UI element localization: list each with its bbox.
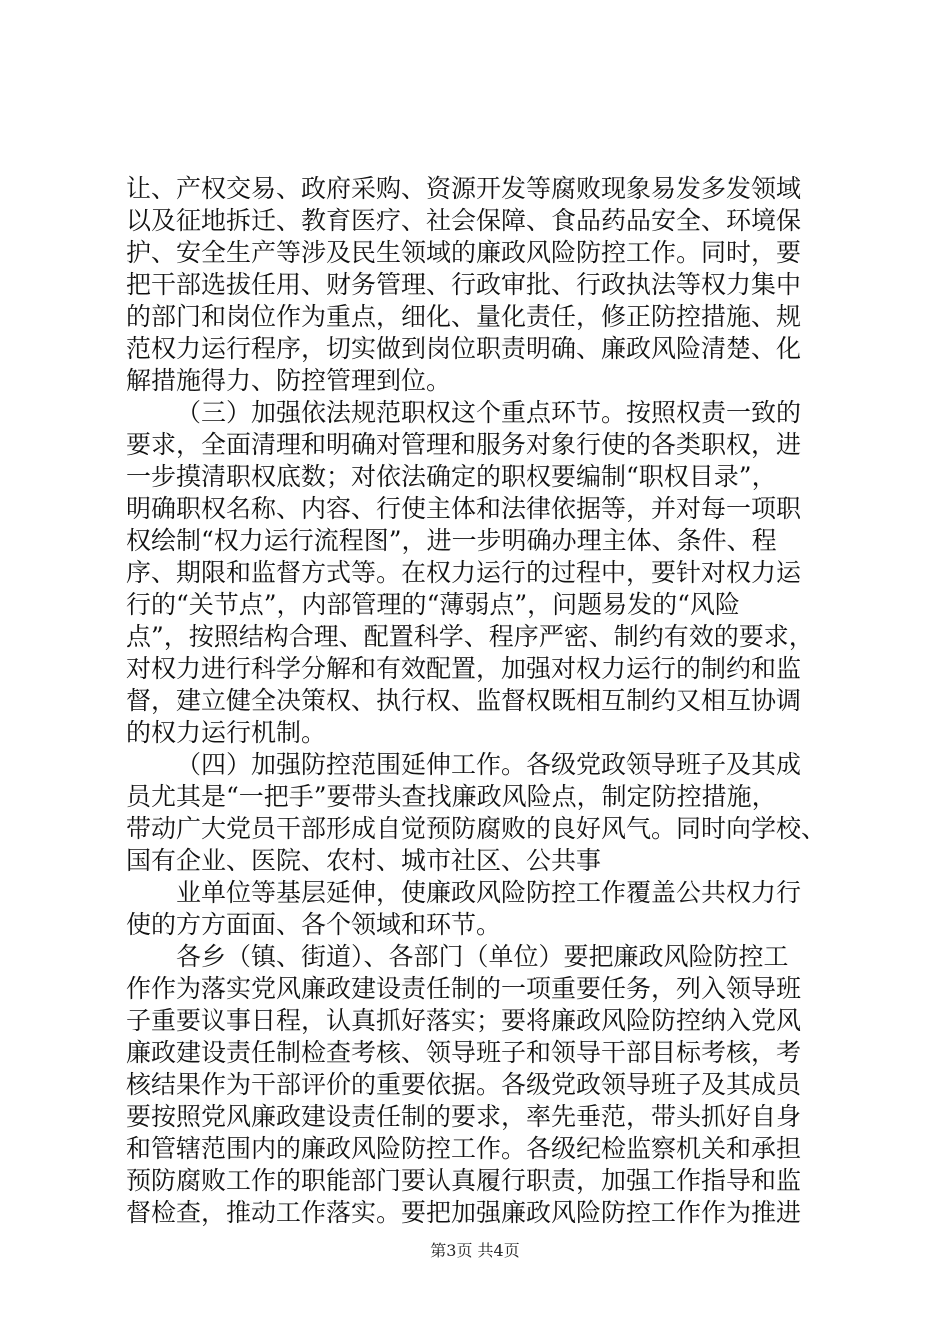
text-line: 的权力运行机制。 — [126, 718, 327, 747]
text-line: 权绘制“权力运行流程图”，进一步明确办理主体、条件、程 — [126, 526, 777, 555]
text-line: 国有企业、医院、农村、城市社区、公共事 — [126, 846, 602, 875]
text-line: 督检查，推动工作落实。要把加强廉政风险防控工作作为推进 — [126, 1198, 802, 1227]
text-line: 的部门和岗位作为重点，细化、量化责任，修正防控措施、规 — [126, 302, 802, 331]
text-line: 作作为落实党风廉政建设责任制的一项重要任务，列入领导班 — [126, 974, 802, 1003]
paragraph-start-line: 业单位等基层延伸，使廉政风险防控工作覆盖公共权力行 — [176, 878, 802, 907]
text-line: 核结果作为干部评价的重要依据。各级党政领导班子及其成员 — [126, 1070, 802, 1099]
text-line: 明确职权名称、内容、行使主体和法律依据等，并对每一项职 — [126, 494, 802, 523]
text-line: 行的“关节点”，内部管理的“薄弱点”，问题易发的“风险 — [126, 590, 740, 619]
text-line: 以及征地拆迁、教育医疗、社会保障、食品药品安全、环境保 — [126, 206, 802, 235]
text-line: 解措施得力、防控管理到位。 — [126, 366, 452, 395]
text-line: 一步摸清职权底数；对依法确定的职权要编制“职权目录”， — [126, 462, 777, 491]
text-line: 对权力进行科学分解和有效配置，加强对权力运行的制约和监 — [126, 654, 802, 683]
text-line: 使的方方面面、各个领域和环节。 — [126, 910, 502, 939]
text-line: 点”，按照结构合理、配置科学、程序严密、制约有效的要求， — [126, 622, 814, 651]
text-line: 让、产权交易、政府采购、资源开发等腐败现象易发多发领域 — [126, 174, 802, 203]
text-line: 护、安全生产等涉及民生领域的廉政风险防控工作。同时，要 — [126, 238, 802, 267]
text-line: 督，建立健全决策权、执行权、监督权既相互制约又相互协调 — [126, 686, 802, 715]
text-line: 廉政建设责任制检查考核、领导班子和领导干部目标考核，考 — [126, 1038, 802, 1067]
paragraph-start-line: （四）加强防控范围延伸工作。各级党政领导班子及其成 — [176, 750, 802, 779]
paragraph-start-line: 各乡（镇、街道）、各部门（单位）要把廉政风险防控工 — [176, 942, 789, 971]
text-line: 员尤其是“一把手”要带头查找廉政风险点，制定防控措施， — [126, 782, 777, 811]
page-number-footer: 第3页 共4页 — [430, 1241, 520, 1260]
text-line: 要按照党风廉政建设责任制的要求，率先垂范，带头抓好自身 — [126, 1102, 802, 1131]
text-line: 子重要议事日程，认真抓好落实；要将廉政风险防控纳入党风 — [126, 1006, 802, 1035]
text-line: 要求，全面清理和明确对管理和服务对象行使的各类职权，进 — [126, 430, 802, 459]
text-line: 范权力运行程序，切实做到岗位职责明确、廉政风险清楚、化 — [126, 334, 802, 363]
text-line: 把干部选拔任用、财务管理、行政审批、行政执法等权力集中 — [126, 270, 802, 299]
text-line: 预防腐败工作的职能部门要认真履行职责，加强工作指导和监 — [126, 1166, 802, 1195]
text-line: 带动广大党员干部形成自觉预防腐败的良好风气。同时向学校、 — [126, 814, 827, 843]
text-line: 序、期限和监督方式等。在权力运行的过程中，要针对权力运 — [126, 558, 802, 587]
text-line: 和管辖范围内的廉政风险防控工作。各级纪检监察机关和承担 — [126, 1134, 802, 1163]
paragraph-start-line: （三）加强依法规范职权这个重点环节。按照权责一致的 — [176, 398, 802, 427]
